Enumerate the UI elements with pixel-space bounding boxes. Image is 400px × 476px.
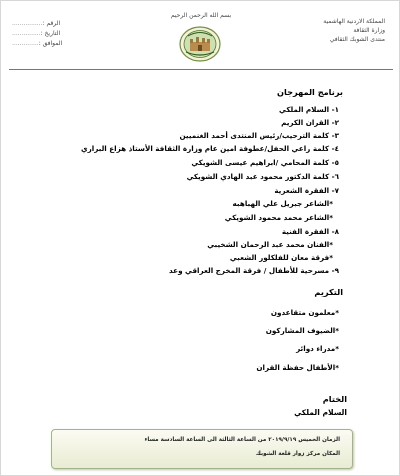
- program-item: ٥- كلمة المحامي /ابراهيم عيسى الشويكي: [191, 158, 339, 167]
- event-place: المكان مركز زوار قلعة الشوبك: [255, 451, 340, 457]
- reference-label: الرقم :: [42, 20, 61, 27]
- program-title: برنامج المهرجان: [277, 87, 343, 97]
- date-label: التاريخ :: [40, 30, 61, 37]
- honoring-item: *مدراء دوائر: [296, 344, 339, 353]
- reference-block: [9, 19, 89, 49]
- ministry-line: منتدى الشوبك الثقافي: [329, 36, 385, 43]
- event-details-box: [51, 429, 353, 469]
- event-time: الزمان الخميس ٢٠١٩/٩/١٩ من الساعة الثالثة الى الساعة السادسة مساء: [144, 437, 340, 443]
- program-item: ٧- الفقرة الشعرية: [274, 186, 339, 195]
- date-dots: ...............: [12, 30, 41, 37]
- program-subitem: *الشاعر محمد محمود الشويكي: [224, 213, 333, 222]
- ministry-line: المملكة الاردنية الهاشمية: [323, 18, 385, 25]
- date-row: [9, 29, 89, 39]
- honoring-item: *معلمون متقاعدون: [270, 308, 339, 317]
- closing-anthem: السلام الملكي: [294, 408, 347, 417]
- reference-dots: ................: [12, 20, 43, 27]
- corresponding-date-row: [9, 39, 89, 49]
- basmala: بسم الله الرحمن الرحيم: [170, 12, 232, 19]
- header-divider: [9, 69, 393, 70]
- program-item: ٦- كلمة الدكتور محمود عبد الهادي الشويكي: [186, 172, 339, 181]
- program-item: ٤- كلمة راعي الحفل/عطوفة امين عام وزارة الثقافة الأستاذ هزاع البراري: [81, 144, 339, 153]
- program-subitem: *الفنان محمد عبد الرحمان الشخيبي: [207, 240, 333, 249]
- ministry-emblem-icon: [178, 25, 222, 63]
- program-item: ١- السلام الملكي: [279, 105, 339, 114]
- program-subitem: *فرقة معان للفلكلور الشعبي: [229, 253, 333, 262]
- closing-title: الختام: [322, 394, 347, 404]
- program-item: ٩- مسرحية للأطفال / فرقة المخرج العراقي وعد: [169, 266, 339, 275]
- reference-row: [9, 19, 89, 29]
- corresponding-date-dots: ..............: [12, 40, 39, 47]
- program-subitem: *الشاعر جبريل علي الهباهبه: [232, 199, 333, 208]
- corresponding-date-label: الموافق :: [38, 40, 63, 47]
- program-item: ٣- كلمة الترحيب/رئيس المنتدى أحمد الغنميين: [179, 131, 339, 140]
- program-item: ٢- القران الكريم: [281, 118, 339, 127]
- honoring-item: *الأطفال حفظة القران: [256, 363, 339, 372]
- ministry-header: [265, 17, 385, 44]
- honoring-item: *الضيوف المشاركون: [265, 326, 339, 335]
- ministry-line: وزارة الثقافة: [353, 27, 385, 34]
- program-item: ٨- الفقرة الفنية: [281, 227, 339, 236]
- honoring-title: التكريم: [314, 287, 343, 297]
